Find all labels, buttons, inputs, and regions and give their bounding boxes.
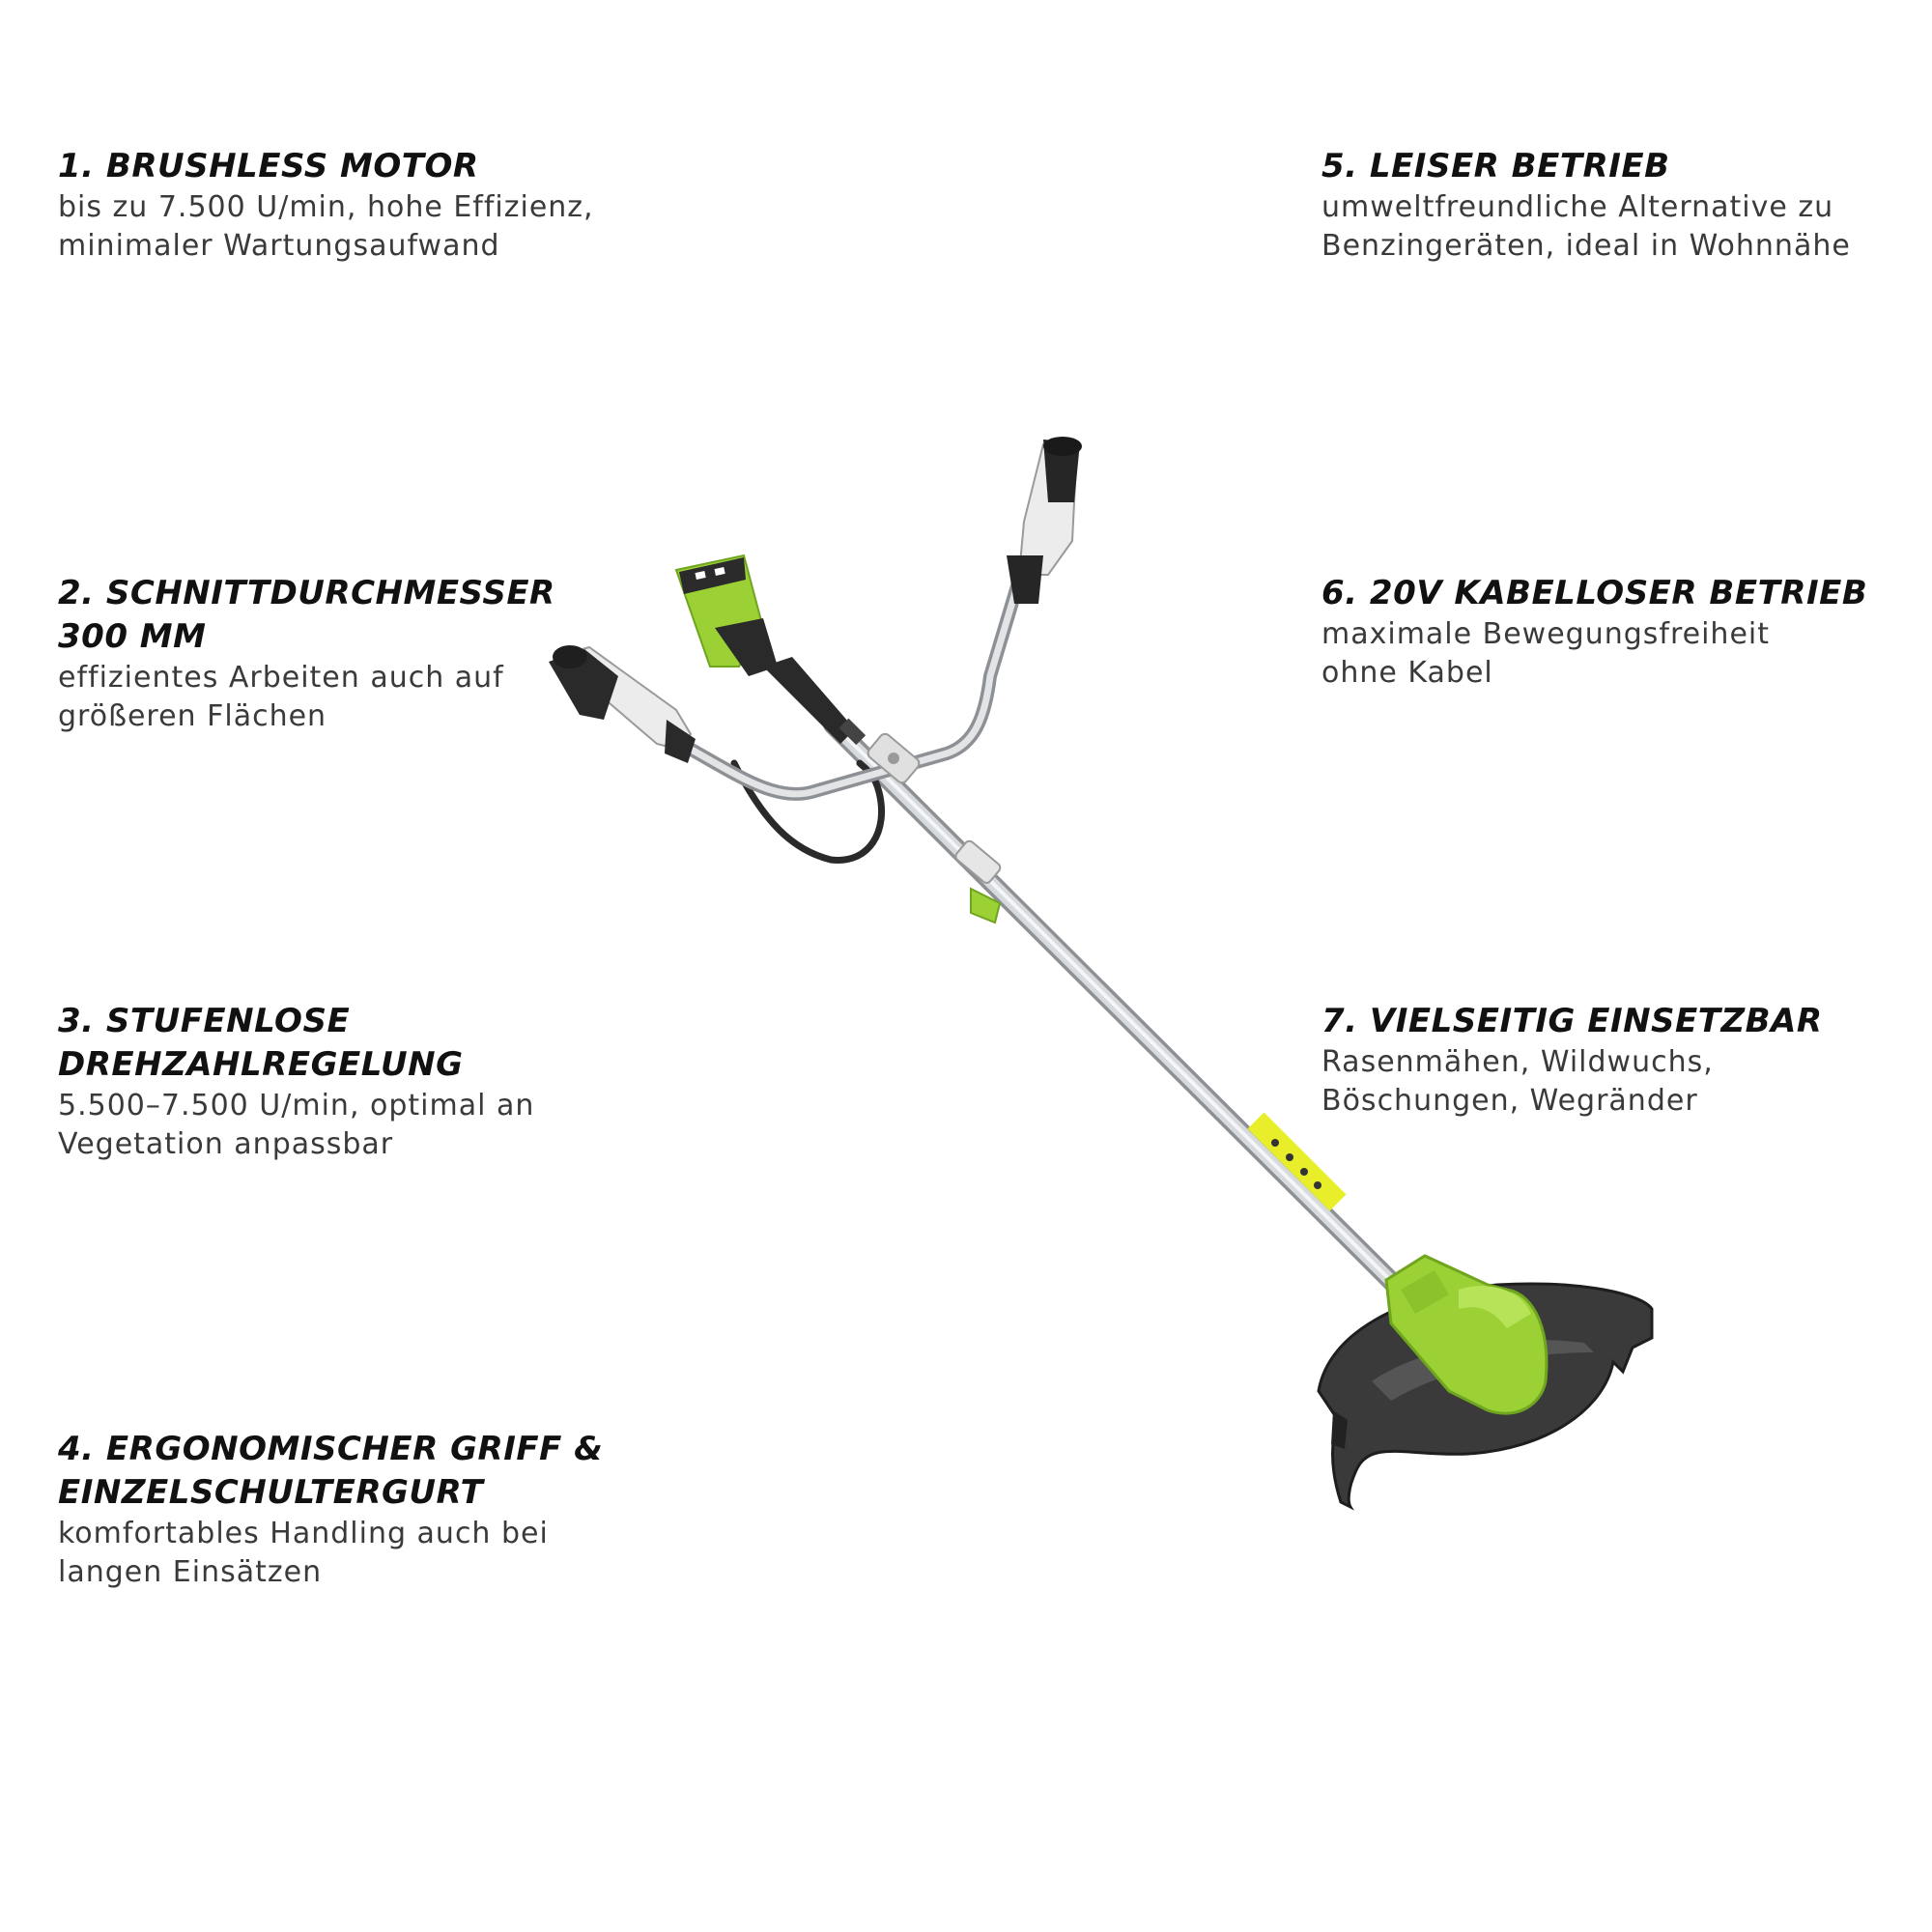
feature-description: komfortables Handling auch bei langen Einsätzen xyxy=(58,1517,549,1589)
feature-title: 3. STUFENLOSE DREHZAHLREGELUNG xyxy=(58,1002,464,1084)
feature-description: umweltfreundliche Alternative zu Benzingeräten, ideal in Wohnnähe xyxy=(1321,190,1851,263)
feature-description: Rasenmähen, Wildwuchs, Böschungen, Wegränder xyxy=(1321,1045,1714,1118)
feature-description: effizientes Arbeiten auch auf größeren Flächen xyxy=(58,661,504,733)
feature-description: 5.500–7.500 U/min, optimal an Vegetation anpassbar xyxy=(58,1089,535,1161)
feature-description: maximale Bewegungsfreiheit ohne Kabel xyxy=(1321,617,1771,690)
feature-title: 2. SCHNITTDURCHMESSER 300 MM xyxy=(58,574,555,656)
left-grip xyxy=(549,645,696,763)
right-grip xyxy=(1007,437,1082,604)
main-shaft xyxy=(829,720,1412,1302)
feature-title: 7. VIELSEITIG EINSETZBAR xyxy=(1321,1002,1823,1040)
feature-title: 6. 20V KABELLOSER BETRIEB xyxy=(1321,574,1868,612)
feature-description: bis zu 7.500 U/min, hohe Effizienz, minimaler Wartungsaufwand xyxy=(58,190,594,263)
feature-title: 5. LEISER BETRIEB xyxy=(1321,147,1670,185)
battery-pack xyxy=(676,555,866,745)
feature-title: 1. BRUSHLESS MOTOR xyxy=(58,147,479,185)
feature-title: 4. ERGONOMISCHER GRIFF & EINZELSCHULTERGURT xyxy=(58,1430,604,1512)
